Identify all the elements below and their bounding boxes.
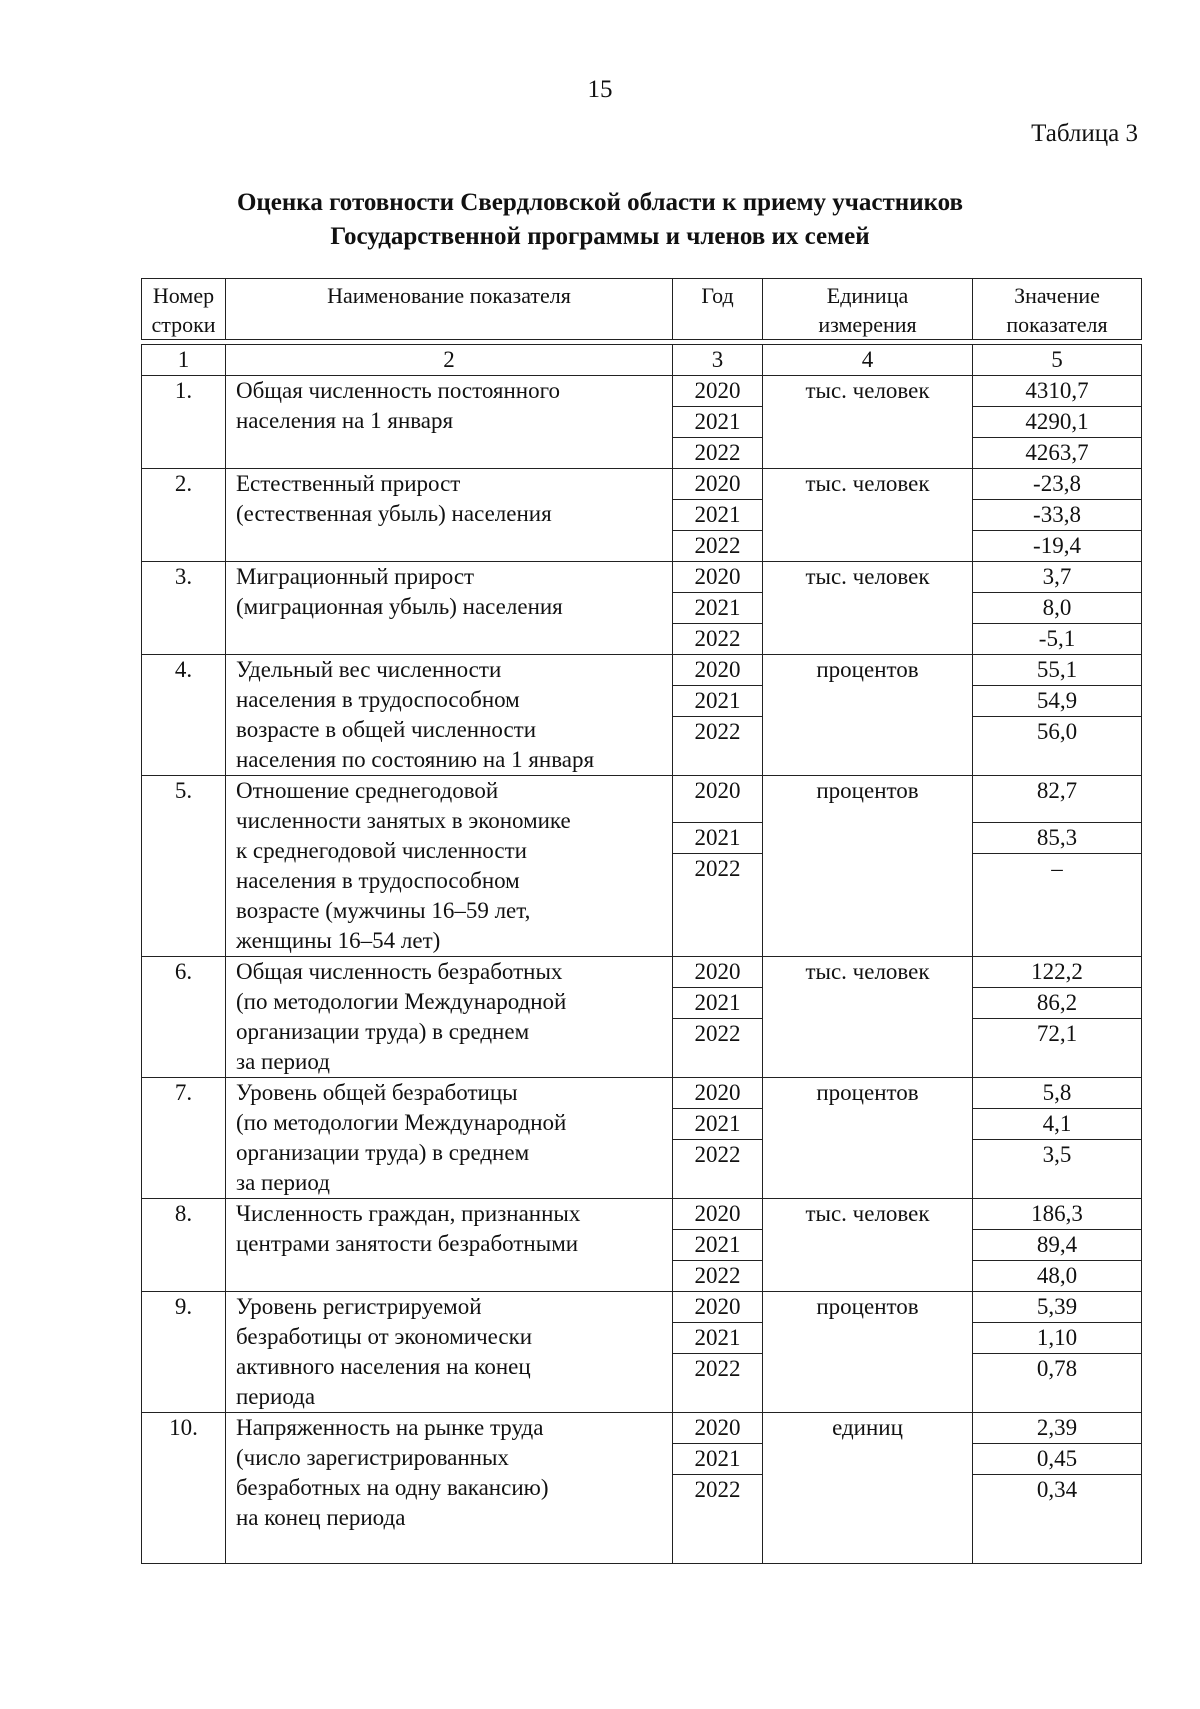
year: 2021: [673, 823, 762, 854]
unit-cell: процентов: [763, 776, 973, 957]
unit-cell: процентов: [763, 1078, 973, 1199]
year: 2021: [673, 1109, 762, 1140]
value-cell: [973, 1078, 1142, 1199]
value: 122,2: [973, 957, 1141, 988]
year: 2022: [694, 1477, 741, 1502]
indicator-name-line: Напряженность на рынке труда: [236, 1415, 544, 1440]
value: 55,1: [973, 655, 1141, 686]
row-number: 4.: [142, 655, 226, 776]
value: 3,7: [973, 562, 1141, 593]
row-number: 10.: [142, 1413, 226, 1564]
value: 0,45: [973, 1444, 1141, 1475]
indicator-name-line: Численность граждан, признанных: [236, 1201, 581, 1226]
table-row: [142, 1078, 1142, 1199]
row-number: 2.: [142, 469, 226, 562]
year-cell: [673, 562, 763, 655]
year-cell: [673, 957, 763, 1078]
value-cell: [973, 1199, 1142, 1292]
value-cell: [973, 562, 1142, 655]
value: 54,9: [973, 686, 1141, 717]
indicator-name-line: Естественный прирост: [236, 471, 461, 496]
indicator-name-line: населения на 1 января: [236, 408, 454, 433]
value-cell: [973, 655, 1142, 776]
row-number: 6.: [142, 957, 226, 1078]
value: 3,5: [1042, 1142, 1072, 1167]
indicator-name-line: женщины 16–54 лет): [236, 928, 441, 953]
header-value: Значение показателя: [973, 279, 1142, 340]
indicator-name-line: к среднегодовой численности: [236, 838, 527, 863]
table-row: [142, 1199, 1142, 1292]
year-cell: [673, 1199, 763, 1292]
page-number: 15: [587, 76, 613, 103]
value: 186,3: [973, 1199, 1141, 1230]
year-cell: [673, 776, 763, 957]
header-name: Наименование показателя: [226, 279, 673, 340]
column-number: 4: [763, 345, 973, 376]
year: 2021: [673, 686, 762, 717]
indicator-name: [226, 1413, 673, 1564]
value: 4,1: [973, 1109, 1141, 1140]
row-number: 3.: [142, 562, 226, 655]
header-unit: Единица измерения: [763, 279, 973, 340]
table-row: [142, 957, 1142, 1078]
year: 2020: [673, 655, 762, 686]
value: 4310,7: [973, 376, 1141, 407]
indicator-name-line: Удельный вес численности: [236, 657, 502, 682]
indicator-name-line: возрасте в общей численности: [236, 717, 537, 742]
indicator-name-line: организации труда) в среднем: [236, 1140, 530, 1165]
column-number: 1: [142, 345, 226, 376]
year: 2020: [673, 1078, 762, 1109]
value: 2,39: [973, 1413, 1141, 1444]
year: 2022: [694, 856, 741, 881]
value: 5,39: [973, 1292, 1141, 1323]
value: -5,1: [1038, 626, 1076, 651]
year: 2020: [673, 776, 762, 823]
indicator-name-line: (естественная убыль) населения: [236, 501, 552, 526]
table-row: [142, 469, 1142, 562]
indicator-name-line: возрасте (мужчины 16–59 лет,: [236, 898, 531, 923]
year: 2022: [694, 1021, 741, 1046]
indicator-name: [226, 655, 673, 776]
indicator-name-line: численности занятых в экономике: [236, 808, 571, 833]
value-cell: [973, 1292, 1142, 1413]
indicator-name-line: населения по состоянию на 1 января: [236, 747, 595, 772]
indicator-name: [226, 1078, 673, 1199]
table-row: [142, 655, 1142, 776]
value: 4263,7: [1025, 440, 1089, 465]
indicator-name-line: Общая численность постоянного: [236, 378, 560, 403]
year: 2020: [673, 1413, 762, 1444]
year: 2020: [673, 376, 762, 407]
year: 2020: [673, 1199, 762, 1230]
value: 8,0: [973, 593, 1141, 624]
indicator-name-line: активного населения на конец: [236, 1354, 531, 1379]
row-number: 7.: [142, 1078, 226, 1199]
unit-cell: тыс. человек: [763, 376, 973, 469]
indicator-name-line: Уровень общей безработицы: [236, 1080, 518, 1105]
indicator-name: [226, 469, 673, 562]
value: 48,0: [1036, 1263, 1078, 1288]
indicator-name-line: Общая численность безработных: [236, 959, 563, 984]
value-cell: [973, 1413, 1142, 1564]
year: 2022: [694, 1263, 741, 1288]
indicator-name-line: на конец периода: [236, 1505, 406, 1530]
indicator-name-line: за период: [236, 1049, 330, 1074]
year: 2021: [673, 1230, 762, 1261]
header-table: [141, 278, 1142, 340]
indicator-name-line: населения в трудоспособном: [236, 687, 520, 712]
unit-cell: процентов: [763, 655, 973, 776]
indicator-name-line: организации труда) в среднем: [236, 1019, 530, 1044]
row-number: 9.: [142, 1292, 226, 1413]
title-line: Государственной программы и членов их семей: [330, 223, 870, 250]
indicator-name-line: периода: [236, 1384, 316, 1409]
header-year: Год: [673, 279, 763, 340]
year: 2022: [694, 440, 741, 465]
unit-cell: тыс. человек: [763, 562, 973, 655]
indicator-name: [226, 957, 673, 1078]
column-number: 5: [973, 345, 1142, 376]
indicator-name: [226, 1199, 673, 1292]
table-label: Таблица 3: [1031, 120, 1138, 147]
value: -33,8: [973, 500, 1141, 531]
row-number: 1.: [142, 376, 226, 469]
row-number: 5.: [142, 776, 226, 957]
indicator-name: [226, 1292, 673, 1413]
indicator-name-line: безработных на одну вакансию): [236, 1475, 549, 1500]
value-cell: [973, 776, 1142, 957]
title-line: Оценка готовности Свердловской области к приему участников: [236, 189, 964, 216]
row-number: 8.: [142, 1199, 226, 1292]
value: 0,78: [1036, 1356, 1078, 1381]
value-cell: [973, 469, 1142, 562]
year: 2021: [673, 1444, 762, 1475]
value-cell: [973, 376, 1142, 469]
indicator-name-line: центрами занятости безработными: [236, 1231, 579, 1256]
value: 72,1: [1036, 1021, 1078, 1046]
indicator-name-line: (по методологии Международной: [236, 989, 567, 1014]
table-row: [142, 562, 1142, 655]
table-title: [0, 186, 1200, 254]
value: –: [1051, 856, 1063, 881]
indicator-name-line: Миграционный прирост: [236, 564, 475, 589]
table-row: [142, 376, 1142, 469]
year: 2021: [673, 407, 762, 438]
table-row: [142, 1292, 1142, 1413]
year: 2022: [694, 1142, 741, 1167]
year-cell: [673, 1078, 763, 1199]
value: 89,4: [973, 1230, 1141, 1261]
year: 2022: [694, 626, 741, 651]
column-numbers-row: [142, 345, 1142, 376]
indicator-name-line: за период: [236, 1170, 330, 1195]
value: 4290,1: [973, 407, 1141, 438]
header-row: [142, 279, 1142, 340]
year-cell: [673, 1292, 763, 1413]
year: 2020: [673, 957, 762, 988]
indicator-name-line: (по методологии Международной: [236, 1110, 567, 1135]
year: 2021: [673, 988, 762, 1019]
year: 2021: [673, 500, 762, 531]
value: 85,3: [973, 823, 1141, 854]
value: 82,7: [973, 776, 1141, 823]
indicator-name-line: Отношение среднегодовой: [236, 778, 499, 803]
indicator-name-line: Уровень регистрируемой: [236, 1294, 482, 1319]
year: 2020: [673, 469, 762, 500]
year: 2020: [673, 1292, 762, 1323]
value: 1,10: [973, 1323, 1141, 1354]
column-number: 2: [226, 345, 673, 376]
year-cell: [673, 376, 763, 469]
year-cell: [673, 655, 763, 776]
unit-cell: тыс. человек: [763, 469, 973, 562]
indicator-name: [226, 376, 673, 469]
year: 2020: [673, 562, 762, 593]
unit-cell: процентов: [763, 1292, 973, 1413]
indicator-name: [226, 562, 673, 655]
indicator-name-line: населения в трудоспособном: [236, 868, 520, 893]
year-cell: [673, 469, 763, 562]
value: 56,0: [1036, 719, 1078, 744]
value: 86,2: [973, 988, 1141, 1019]
year: 2022: [694, 719, 741, 744]
value: 5,8: [973, 1078, 1141, 1109]
year: 2021: [673, 593, 762, 624]
indicator-name: [226, 776, 673, 957]
year-cell: [673, 1413, 763, 1564]
value: -23,8: [973, 469, 1141, 500]
value: 0,34: [1036, 1477, 1078, 1502]
year: 2021: [673, 1323, 762, 1354]
table-row: [142, 1413, 1142, 1564]
header-row-no: Номер строки: [142, 279, 226, 340]
unit-cell: тыс. человек: [763, 957, 973, 1078]
value: -19,4: [1033, 533, 1081, 558]
table-row: [142, 776, 1142, 957]
indicator-name-line: безработицы от экономически: [236, 1324, 533, 1349]
indicator-name-line: (число зарегистрированных: [236, 1445, 509, 1470]
indicator-name-line: (миграционная убыль) населения: [236, 594, 563, 619]
unit-cell: тыс. человек: [763, 1199, 973, 1292]
year: 2022: [694, 1356, 741, 1381]
value-cell: [973, 957, 1142, 1078]
year: 2022: [694, 533, 741, 558]
unit-cell: единиц: [763, 1413, 973, 1564]
data-table: [141, 344, 1142, 1564]
column-number: 3: [673, 345, 763, 376]
